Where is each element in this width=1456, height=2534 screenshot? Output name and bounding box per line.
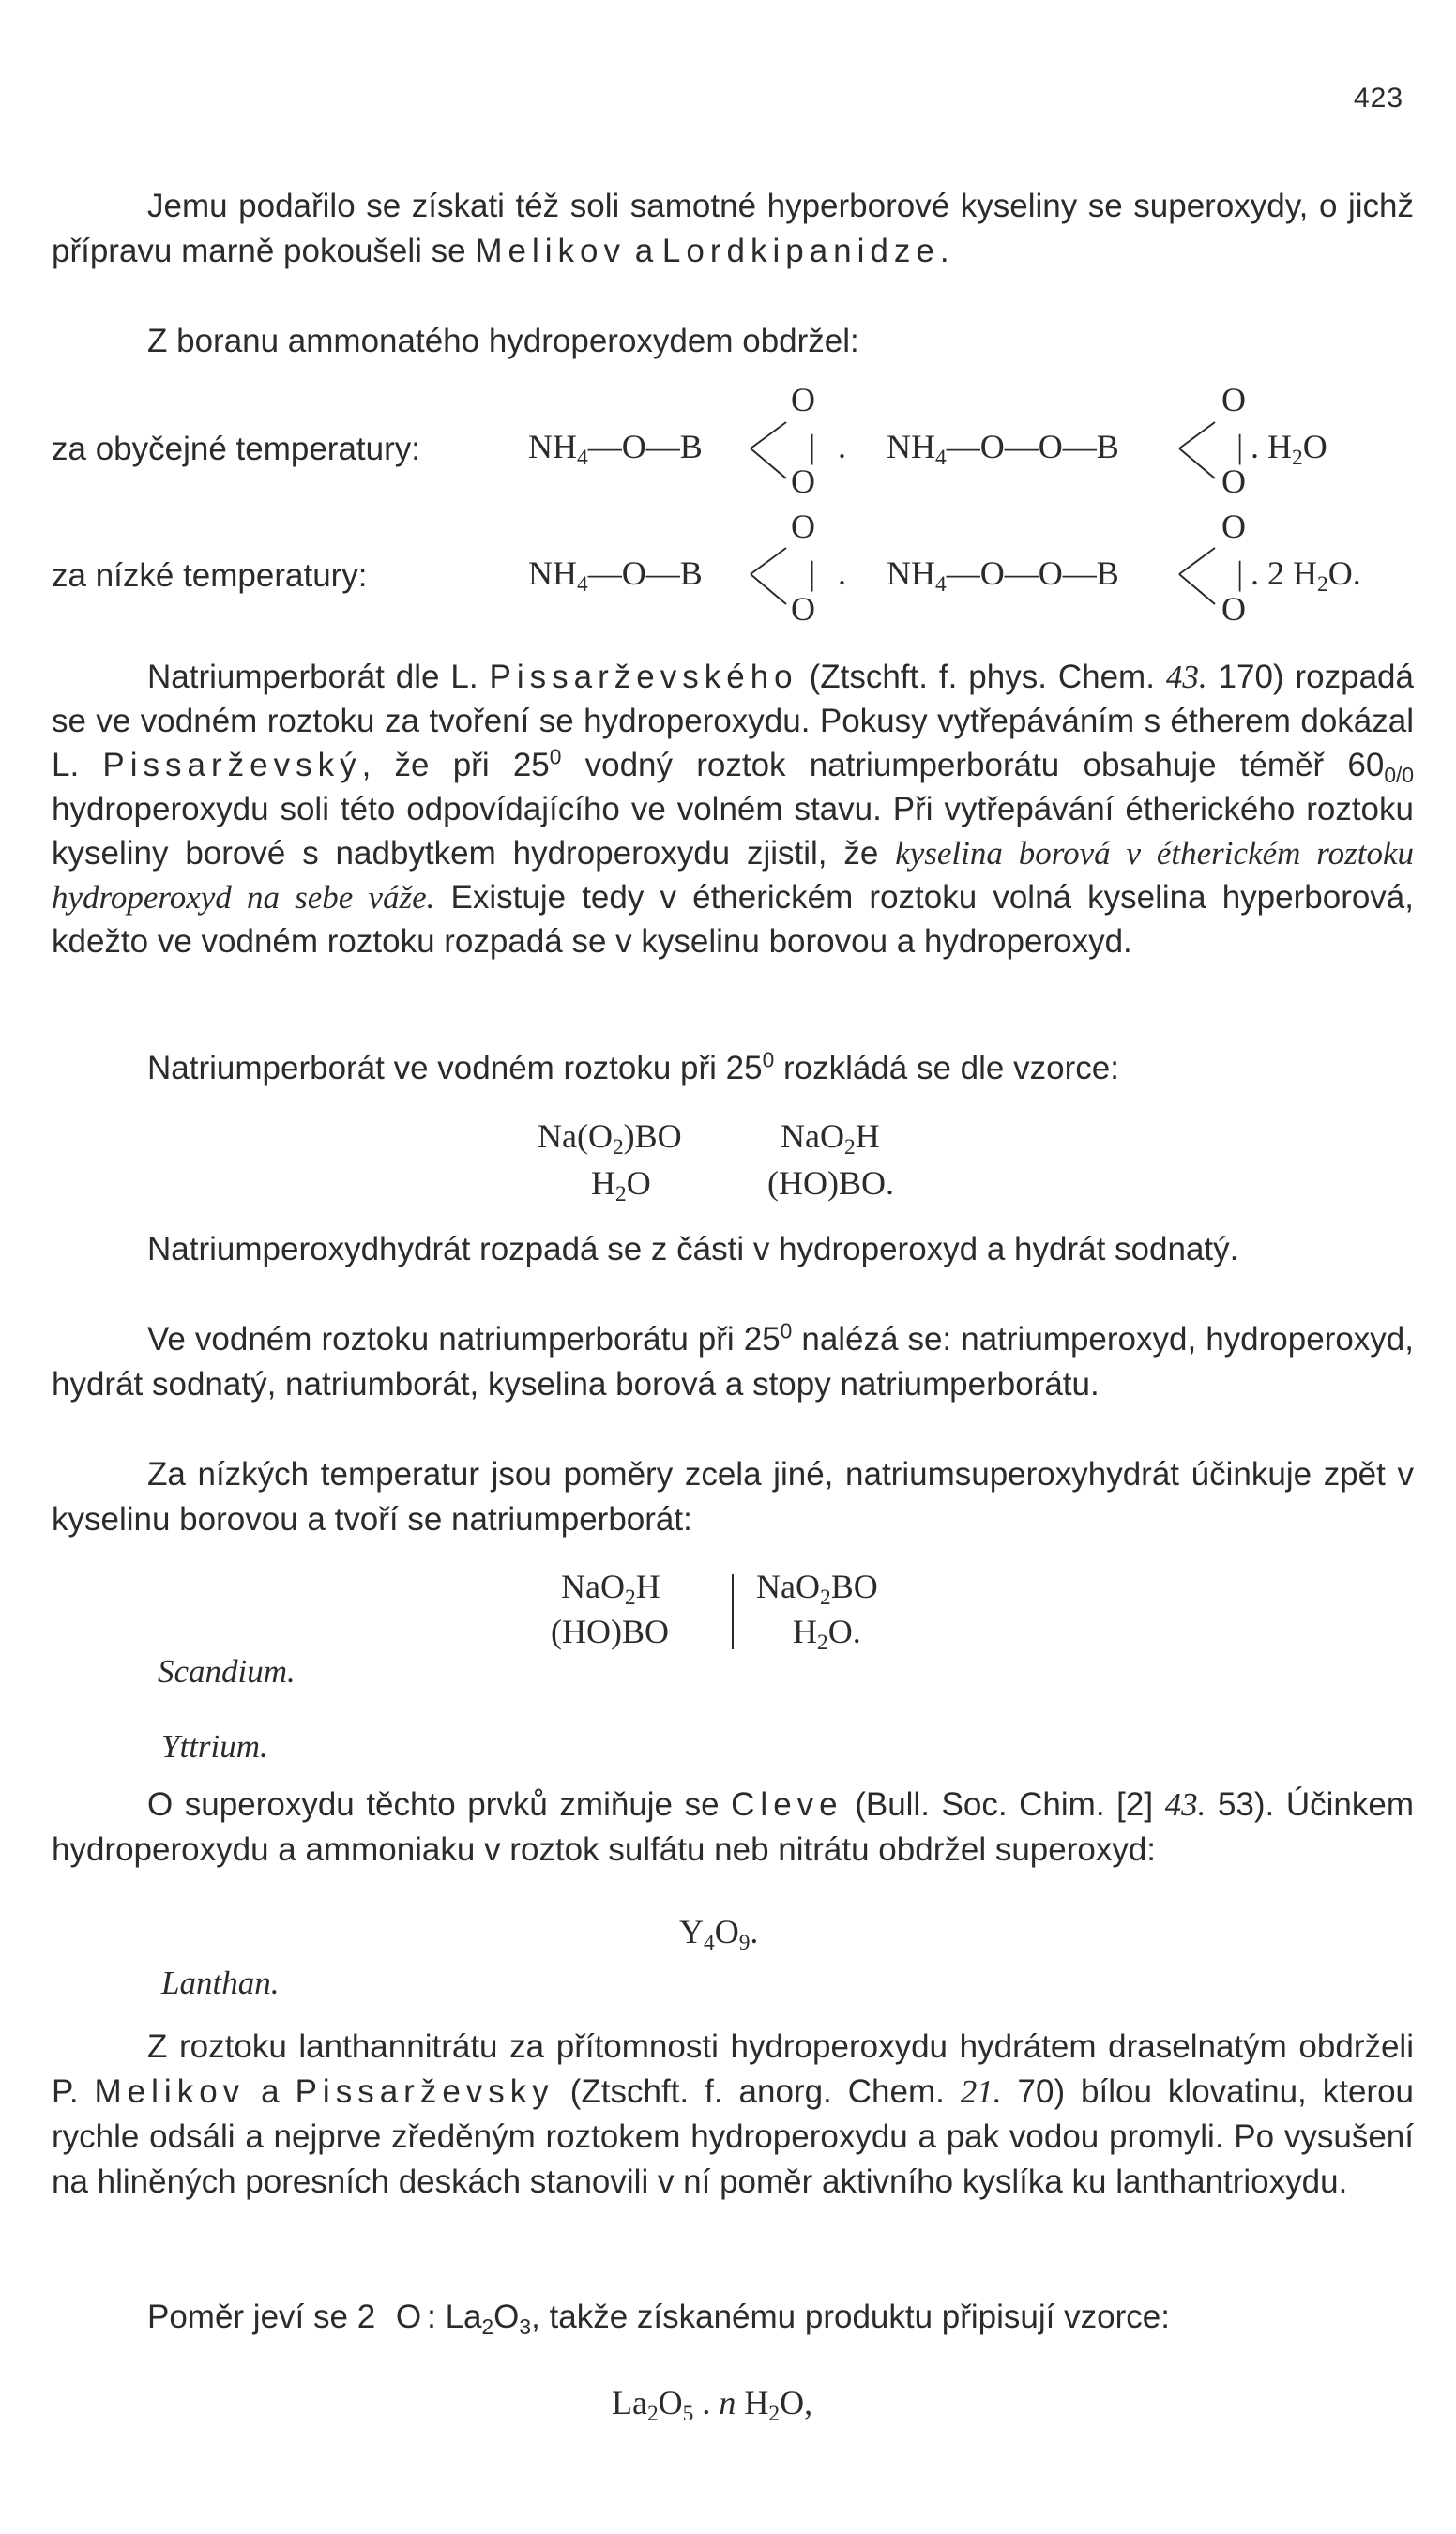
ratio-value: 2 O [356, 2299, 428, 2335]
italic-emphasis: kyselina borová v étherickém roztoku hydroperoxyd na sebe váže. [52, 835, 1414, 916]
heading-yttrium: Yttrium. [161, 1728, 268, 1765]
paragraph-natriumperborate: Natriumperborát dle L. Pissarževského (Ztschft. f. phys. Chem. 43. 170) rozpadá se ve vodném roztoku za tvoření se hydroperoxydu. Pokusy vytřepáváním s étherem dokázal L. Pissarževský, že při $25^0$ vodný roztok natriumperborátu obsahuje téměř $60_{0/0}$ hydroperoxydu soli této odpovídajícího ve volném stavu. Při vytřepávání étherického roztoku kyseliny borové s nadbytkem hydroperoxydu zjistil, že kyselina borová v étherickém roztoku hydroperoxyd na sebe váže. Existuje tedy v étherickém roztoku volná kyselina hyperborová, kdežto ve vodném roztoku rozpadá se v kyselinu borovou a hydroperoxyd. [52, 659, 1414, 960]
paragraph-decomposition: Natriumperborát ve vodném roztoku při $25^0$ rozkládá se dle vzorce: [147, 1047, 1119, 1086]
oxygen-top: O [791, 508, 815, 545]
oxygen-top: O [1221, 508, 1246, 545]
paragraph-intro [52, 184, 1414, 274]
formula-term: NaO$_2$H [781, 1117, 880, 1160]
bond-bar: | [1236, 554, 1244, 592]
formula-term: $H_2O$. [793, 1613, 861, 1655]
paragraph-yttrium: O superoxydu těchto prvků zmiňuje se Cleve (Bull. Soc. Chim. [2] 43. 53). Účinkem hydroperoxydu a ammoniaku v roztok sulfátu neb nitrátu obdržel superoxyd: [52, 1786, 1414, 1868]
formula-term: $H_2O$ [591, 1164, 651, 1206]
formula-divider [732, 1574, 734, 1649]
formula-ammonium-perborate: $NH_4—O—O—B$ [887, 428, 1119, 470]
oxygen-bottom: O [1221, 463, 1246, 500]
oxygen-bottom: O [1221, 590, 1246, 628]
page-number: 423 [1354, 83, 1404, 114]
oxygen-top: O [791, 381, 815, 418]
text: Jemu podařilo se získati též soli samotné hyperborové kyseliny se superoxydy, o jichž přípravu marně pokoušeli se [52, 188, 1414, 269]
formula-term: NaO$_2$H [561, 1568, 660, 1610]
paragraph-peroxydhydrate: Natriumperoxydhydrát rozpadá se z části v hydroperoxyd a hydrát sodnatý. [147, 1231, 1239, 1267]
volume: 43. [1165, 659, 1207, 695]
formula-ammonium-perborate: $NH_4—O—O—B$ [887, 554, 1119, 597]
row-label: za obyčejné temperatury: [52, 431, 420, 467]
text: a [625, 233, 662, 269]
author-name: Melikov [475, 233, 626, 269]
bond-bar: | [1236, 428, 1244, 465]
text: . [939, 233, 949, 269]
water-suffix: . $H_2O$ [1251, 428, 1327, 470]
dot: . [838, 428, 846, 465]
heading-scandium: Scandium. [158, 1653, 296, 1690]
bond-bar: | [809, 428, 816, 465]
water-suffix: . 2 $H_2O$. [1251, 554, 1361, 597]
formula-term: NaO$_2$BO [756, 1568, 878, 1610]
author-name: Pissarževského [489, 659, 798, 695]
author-name: Pissarževsky [295, 2073, 554, 2110]
dot: . [838, 554, 846, 592]
volume: 43. [1164, 1786, 1206, 1823]
paragraph-low-temperatures: Za nízkých temperatur jsou poměry zcela jiné, natriumsuperoxyhydrát účinkuje zpět v kyselinu borovou a tvoří se natriumperborát: [52, 1456, 1414, 1538]
author-name: Lordkipanidze [661, 233, 940, 269]
formula-lanthanum-peroxide: $La_2O_5$ . n $H_2O$, [612, 2384, 813, 2426]
author-name: Melikov [94, 2073, 246, 2110]
formula-yttrium-superoxide: $Y_4O_9$. [679, 1913, 759, 1955]
author-name: Cleve [731, 1786, 843, 1823]
paragraph-ratio: Poměr jeví se 2 O: $La_2O_3$, takže získanému produktu připisují vzorce: [147, 2299, 1170, 2339]
formula-term: (HO)BO. [767, 1164, 894, 1202]
formula-term: (HO)BO [551, 1613, 669, 1650]
volume: 21. [960, 2073, 1002, 2110]
formula-ammonium-borate: $NH_4—O—B$ [528, 554, 703, 597]
author-name: Pissarževský [102, 747, 362, 783]
formula-ammonium-borate: $NH_4—O—B$ [528, 428, 703, 470]
heading-lanthan: Lanthan. [161, 1965, 280, 2001]
bond-bar: | [809, 554, 816, 592]
paragraph-lanthan: Z roztoku lanthannitrátu za přítomnosti hydroperoxydu hydrátem draselnatým obdrželi P. Melikov a Pissarževsky (Ztschft. f. anorg. Chem. 21. 70) bílou klovatinu, kterou rychle odsáli a nejprve zředěným roztokem hydroperoxydu a pak vodou promyli. Po vysušení na hliněných poresních deskách stanovili v ní poměr aktivního kyslíka ku lanthantrioxydu. [52, 2028, 1415, 2200]
paragraph-borane: Z boranu ammonatého hydroperoxydem obdržel: [147, 323, 859, 359]
row-label: za nízké temperatury: [52, 557, 368, 594]
oxygen-bottom: O [791, 590, 815, 628]
oxygen-top: O [1221, 381, 1246, 418]
oxygen-bottom: O [791, 463, 815, 500]
formula-term: $Na(O_2)BO$ [538, 1117, 682, 1160]
paragraph-solution-contents: Ve vodném roztoku natriumperborátu při $25^0$ nalézá se: natriumperoxyd, hydroperoxyd, hydrát sodnatý, natriumborát, kyselina borová a stopy natriumperborátu. [52, 1318, 1414, 1403]
